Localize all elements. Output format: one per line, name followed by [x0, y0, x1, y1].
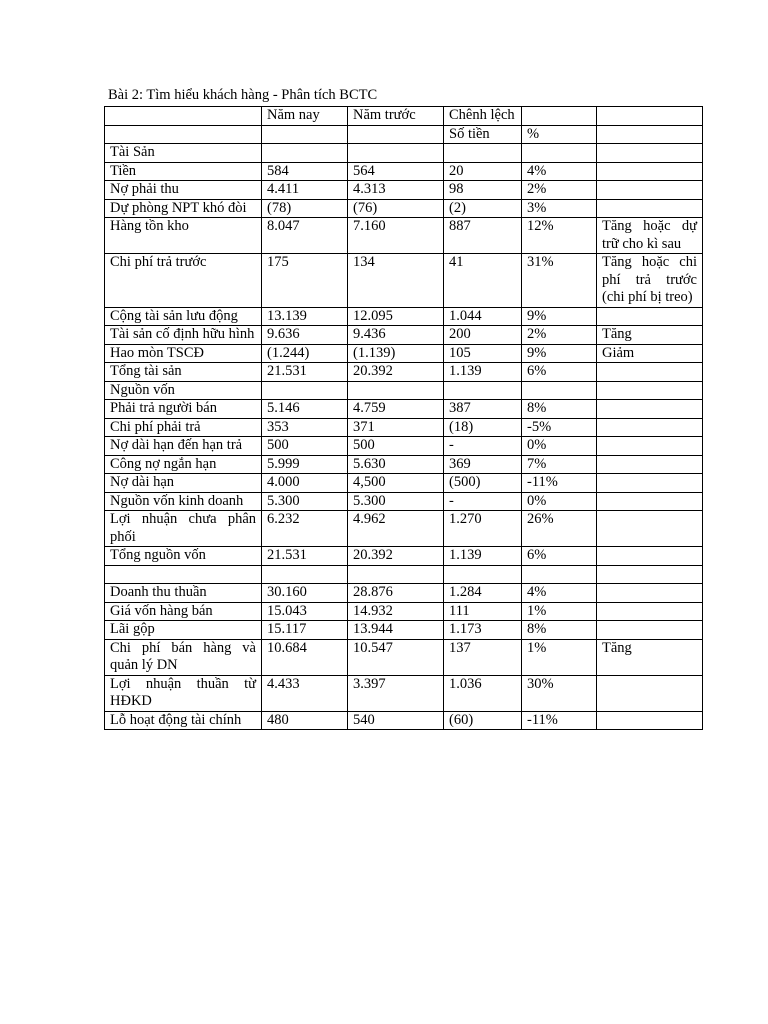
previous-year-cell: [348, 565, 444, 584]
difference-amount-cell: (500): [444, 474, 522, 493]
note-cell: [597, 400, 703, 419]
difference-percent-cell: 6%: [522, 547, 597, 566]
row-label-cell: Phải trả người bán: [105, 400, 262, 419]
table-row: [105, 639, 703, 675]
row-label-cell: Chi phí bán hàng và quản lý DN: [105, 639, 262, 675]
difference-percent-cell: 7%: [522, 455, 597, 474]
current-year-cell: [262, 381, 348, 400]
difference-amount-cell: (18): [444, 418, 522, 437]
difference-percent-cell: 9%: [522, 344, 597, 363]
previous-year-cell: 9.436: [348, 326, 444, 345]
note-cell: [597, 307, 703, 326]
previous-year-cell: 28.876: [348, 584, 444, 603]
difference-amount-cell: [444, 565, 522, 584]
financial-analysis-table: [104, 106, 703, 730]
note-cell: [597, 511, 703, 547]
difference-amount-cell: 1.173: [444, 621, 522, 640]
note-cell: [597, 565, 703, 584]
previous-year-cell: 3.397: [348, 675, 444, 711]
table-row: [105, 162, 703, 181]
current-year-cell: 21.531: [262, 363, 348, 382]
row-label-cell: Nợ phải thu: [105, 181, 262, 200]
header-previous-year: Năm trước: [348, 107, 444, 126]
difference-percent-cell: 1%: [522, 639, 597, 675]
note-cell: [597, 602, 703, 621]
difference-amount-cell: [444, 144, 522, 163]
note-cell: [597, 437, 703, 456]
row-label-cell: Tiền: [105, 162, 262, 181]
note-cell: Tăng: [597, 639, 703, 675]
difference-amount-cell: -: [444, 437, 522, 456]
current-year-cell: 5.999: [262, 455, 348, 474]
note-cell: [597, 492, 703, 511]
difference-percent-cell: 1%: [522, 602, 597, 621]
current-year-cell: 9.636: [262, 326, 348, 345]
note-cell: [597, 144, 703, 163]
note-cell: Giảm: [597, 344, 703, 363]
row-label-cell: Nợ dài hạn: [105, 474, 262, 493]
subheader-empty-cell: [262, 125, 348, 144]
difference-amount-cell: 1.270: [444, 511, 522, 547]
note-cell: [597, 162, 703, 181]
table-row: [105, 474, 703, 493]
table-row: [105, 711, 703, 730]
row-label-cell: Doanh thu thuần: [105, 584, 262, 603]
difference-percent-cell: 26%: [522, 511, 597, 547]
previous-year-cell: 14.932: [348, 602, 444, 621]
table-row: [105, 418, 703, 437]
table-row: [105, 307, 703, 326]
row-label-cell: Nguồn vốn kinh doanh: [105, 492, 262, 511]
previous-year-cell: 564: [348, 162, 444, 181]
table-row: [105, 400, 703, 419]
difference-amount-cell: 1.139: [444, 363, 522, 382]
subheader-empty-cell: [348, 125, 444, 144]
difference-amount-cell: 98: [444, 181, 522, 200]
table-row: [105, 492, 703, 511]
current-year-cell: 480: [262, 711, 348, 730]
note-cell: Tăng hoặc chi phí trả trước (chi phí bị treo): [597, 254, 703, 308]
note-cell: [597, 547, 703, 566]
row-label-cell: Nợ dài hạn đến hạn trả: [105, 437, 262, 456]
row-label-cell: Công nợ ngắn hạn: [105, 455, 262, 474]
table-row: [105, 584, 703, 603]
table-header-row: [105, 107, 703, 126]
previous-year-cell: 540: [348, 711, 444, 730]
difference-amount-cell: 1.044: [444, 307, 522, 326]
current-year-cell: 10.684: [262, 639, 348, 675]
header-empty-cell: [522, 107, 597, 126]
difference-amount-cell: 105: [444, 344, 522, 363]
header-empty-cell: [105, 107, 262, 126]
table-row: [105, 218, 703, 254]
note-cell: [597, 199, 703, 218]
previous-year-cell: 13.944: [348, 621, 444, 640]
previous-year-cell: 4.759: [348, 400, 444, 419]
header-amount: Số tiền: [444, 125, 522, 144]
note-cell: [597, 584, 703, 603]
previous-year-cell: 5.630: [348, 455, 444, 474]
header-current-year: Năm nay: [262, 107, 348, 126]
document-title: Bài 2: Tìm hiểu khách hàng - Phân tích BCTC: [108, 87, 378, 103]
current-year-cell: [262, 144, 348, 163]
difference-amount-cell: 1.036: [444, 675, 522, 711]
table-row: [105, 181, 703, 200]
difference-amount-cell: [444, 381, 522, 400]
current-year-cell: 8.047: [262, 218, 348, 254]
difference-percent-cell: 8%: [522, 400, 597, 419]
row-label-cell: Hàng tồn kho: [105, 218, 262, 254]
row-label-cell: Lỗ hoạt động tài chính: [105, 711, 262, 730]
subheader-empty-cell: [597, 125, 703, 144]
table-row: [105, 547, 703, 566]
previous-year-cell: 20.392: [348, 547, 444, 566]
current-year-cell: 4.411: [262, 181, 348, 200]
difference-percent-cell: 8%: [522, 621, 597, 640]
current-year-cell: 584: [262, 162, 348, 181]
current-year-cell: 15.117: [262, 621, 348, 640]
current-year-cell: (1.244): [262, 344, 348, 363]
difference-amount-cell: 369: [444, 455, 522, 474]
difference-percent-cell: [522, 565, 597, 584]
note-cell: [597, 181, 703, 200]
difference-percent-cell: 0%: [522, 492, 597, 511]
difference-amount-cell: (2): [444, 199, 522, 218]
previous-year-cell: (1.139): [348, 344, 444, 363]
note-cell: Tăng: [597, 326, 703, 345]
difference-amount-cell: 137: [444, 639, 522, 675]
previous-year-cell: 134: [348, 254, 444, 308]
difference-percent-cell: 31%: [522, 254, 597, 308]
table-row: [105, 602, 703, 621]
difference-percent-cell: 6%: [522, 363, 597, 382]
difference-percent-cell: -11%: [522, 711, 597, 730]
difference-percent-cell: -5%: [522, 418, 597, 437]
difference-amount-cell: 20: [444, 162, 522, 181]
row-label-cell: Lợi nhuận thuần từ HĐKD: [105, 675, 262, 711]
current-year-cell: 175: [262, 254, 348, 308]
row-label-cell: Tài sản cố định hữu hình: [105, 326, 262, 345]
current-year-cell: 353: [262, 418, 348, 437]
previous-year-cell: 371: [348, 418, 444, 437]
difference-percent-cell: [522, 381, 597, 400]
difference-percent-cell: 0%: [522, 437, 597, 456]
current-year-cell: [262, 565, 348, 584]
current-year-cell: 15.043: [262, 602, 348, 621]
difference-amount-cell: 1.139: [444, 547, 522, 566]
table-row: [105, 199, 703, 218]
difference-percent-cell: -11%: [522, 474, 597, 493]
table-row: [105, 254, 703, 308]
current-year-cell: 500: [262, 437, 348, 456]
current-year-cell: 30.160: [262, 584, 348, 603]
header-empty-cell: [597, 107, 703, 126]
note-cell: [597, 363, 703, 382]
difference-amount-cell: (60): [444, 711, 522, 730]
note-cell: [597, 621, 703, 640]
row-label-cell: Giá vốn hàng bán: [105, 602, 262, 621]
previous-year-cell: [348, 381, 444, 400]
difference-amount-cell: 41: [444, 254, 522, 308]
difference-amount-cell: 387: [444, 400, 522, 419]
previous-year-cell: 500: [348, 437, 444, 456]
header-percent: %: [522, 125, 597, 144]
difference-amount-cell: -: [444, 492, 522, 511]
row-label-cell: Hao mòn TSCĐ: [105, 344, 262, 363]
previous-year-cell: 4.962: [348, 511, 444, 547]
previous-year-cell: 7.160: [348, 218, 444, 254]
difference-percent-cell: 3%: [522, 199, 597, 218]
current-year-cell: 5.146: [262, 400, 348, 419]
note-cell: [597, 675, 703, 711]
note-cell: [597, 474, 703, 493]
note-cell: Tăng hoặc dự trữ cho kì sau: [597, 218, 703, 254]
difference-amount-cell: 1.284: [444, 584, 522, 603]
current-year-cell: 4.000: [262, 474, 348, 493]
difference-percent-cell: 30%: [522, 675, 597, 711]
current-year-cell: 4.433: [262, 675, 348, 711]
row-label-cell: Lợi nhuận chưa phân phối: [105, 511, 262, 547]
difference-amount-cell: 200: [444, 326, 522, 345]
row-label-cell: Chi phí phải trả: [105, 418, 262, 437]
note-cell: [597, 455, 703, 474]
difference-percent-cell: 2%: [522, 181, 597, 200]
table-row: [105, 381, 703, 400]
row-label-cell: [105, 565, 262, 584]
difference-percent-cell: 2%: [522, 326, 597, 345]
current-year-cell: 6.232: [262, 511, 348, 547]
table-row: [105, 363, 703, 382]
previous-year-cell: (76): [348, 199, 444, 218]
row-label-cell: Nguồn vốn: [105, 381, 262, 400]
previous-year-cell: 4,500: [348, 474, 444, 493]
row-label-cell: Tổng tài sản: [105, 363, 262, 382]
table-row: [105, 621, 703, 640]
difference-percent-cell: 4%: [522, 584, 597, 603]
difference-amount-cell: 111: [444, 602, 522, 621]
row-label-cell: Cộng tài sản lưu động: [105, 307, 262, 326]
table-subheader-row: [105, 125, 703, 144]
note-cell: [597, 418, 703, 437]
row-label-cell: Chi phí trả trước: [105, 254, 262, 308]
table-row: [105, 144, 703, 163]
table-row: [105, 511, 703, 547]
previous-year-cell: 5.300: [348, 492, 444, 511]
previous-year-cell: 12.095: [348, 307, 444, 326]
note-cell: [597, 381, 703, 400]
difference-amount-cell: 887: [444, 218, 522, 254]
current-year-cell: 5.300: [262, 492, 348, 511]
row-label-cell: Lãi gộp: [105, 621, 262, 640]
previous-year-cell: 10.547: [348, 639, 444, 675]
table-row: [105, 344, 703, 363]
previous-year-cell: 20.392: [348, 363, 444, 382]
row-label-cell: Tài Sản: [105, 144, 262, 163]
table-row: [105, 565, 703, 584]
difference-percent-cell: 4%: [522, 162, 597, 181]
note-cell: [597, 711, 703, 730]
table-row: [105, 675, 703, 711]
previous-year-cell: [348, 144, 444, 163]
current-year-cell: 13.139: [262, 307, 348, 326]
difference-percent-cell: 12%: [522, 218, 597, 254]
table-row: [105, 326, 703, 345]
table-row: [105, 437, 703, 456]
header-difference: Chênh lệch: [444, 107, 522, 126]
row-label-cell: Tổng nguồn vốn: [105, 547, 262, 566]
subheader-empty-cell: [105, 125, 262, 144]
previous-year-cell: 4.313: [348, 181, 444, 200]
row-label-cell: Dự phòng NPT khó đòi: [105, 199, 262, 218]
current-year-cell: (78): [262, 199, 348, 218]
difference-percent-cell: 9%: [522, 307, 597, 326]
difference-percent-cell: [522, 144, 597, 163]
table-row: [105, 455, 703, 474]
current-year-cell: 21.531: [262, 547, 348, 566]
